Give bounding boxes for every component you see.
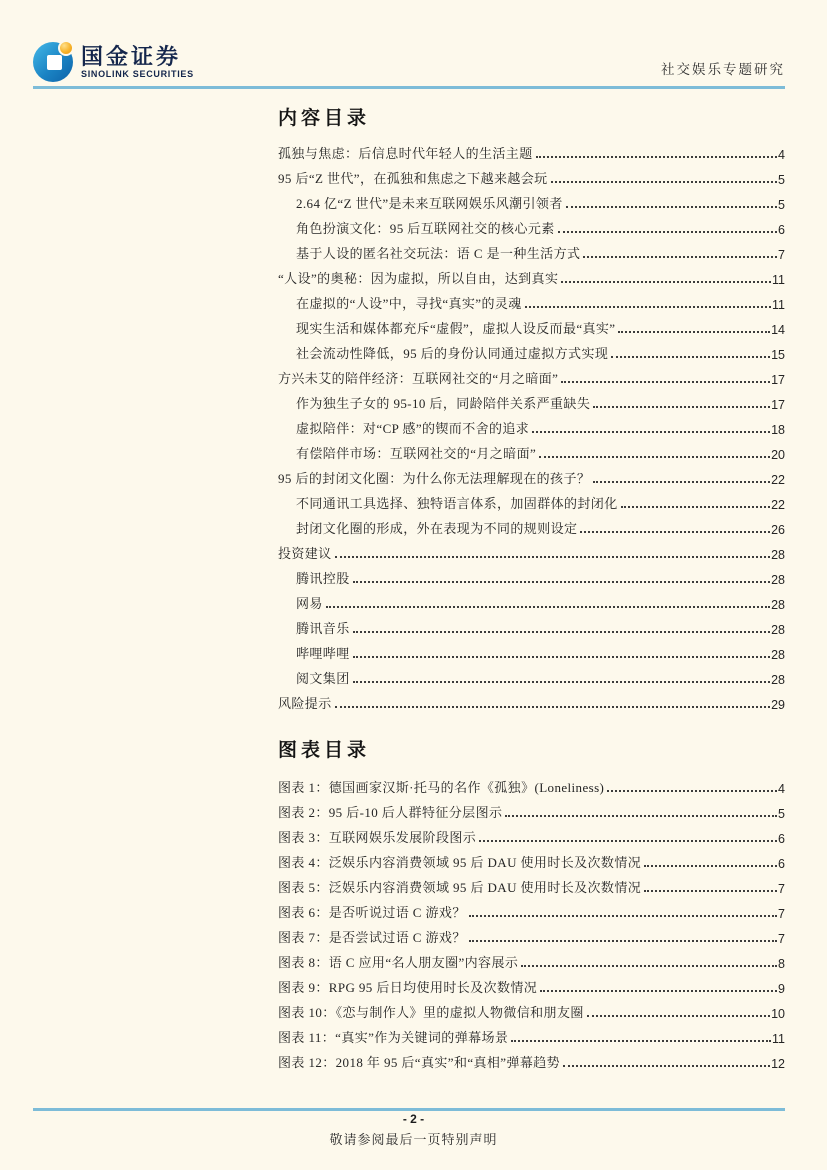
toc-entry-page: 4: [778, 148, 785, 162]
figure-toc-entry-page: 4: [778, 782, 785, 796]
dotted-leader: [563, 1065, 770, 1067]
toc-entry[interactable]: [278, 265, 785, 290]
toc-entry[interactable]: [278, 390, 785, 415]
toc-entry-page: 17: [771, 398, 785, 412]
dotted-leader: [593, 406, 770, 408]
figure-toc-entry-page: 10: [771, 1007, 785, 1021]
figure-toc-entry-page: 9: [778, 982, 785, 996]
figure-toc-entry-page: 8: [778, 957, 785, 971]
toc-entry-text: 95 后的封闭文化圈：为什么你无法理解现在的孩子？: [278, 471, 591, 486]
toc-entry-page: 28: [771, 648, 785, 662]
dotted-leader: [644, 890, 777, 892]
dotted-leader: [540, 990, 777, 992]
dotted-leader: [469, 915, 777, 917]
figure-toc-entry-text: 图表 5：泛娱乐内容消费领域 95 后 DAU 使用时长及次数情况: [278, 880, 642, 895]
toc-entry-text: “人设”的奥秘：因为虚拟，所以自由，达到真实: [278, 271, 559, 286]
figure-toc-entry[interactable]: [278, 849, 785, 874]
figure-toc-entry-page: 5: [778, 807, 785, 821]
toc-entry-text: 方兴未艾的陪伴经济：互联网社交的“月之暗面”: [278, 371, 559, 386]
toc-entry[interactable]: [278, 190, 785, 215]
toc-entry[interactable]: [278, 490, 785, 515]
dotted-leader: [566, 206, 777, 208]
figure-toc-entry[interactable]: [278, 974, 785, 999]
dotted-leader: [561, 281, 771, 283]
toc-entry-page: 6: [778, 223, 785, 237]
toc-entry-page: 15: [771, 348, 785, 362]
figure-toc-entry[interactable]: [278, 949, 785, 974]
dotted-leader: [525, 306, 771, 308]
dotted-leader: [644, 865, 777, 867]
toc-entry-page: 29: [771, 698, 785, 712]
dotted-leader: [536, 156, 777, 158]
toc-entry-text: 虚拟陪伴：对“CP 感”的锲而不舍的追求: [296, 421, 530, 436]
figure-toc-entry-text: 图表 10：《恋与制作人》里的虚拟人物微信和朋友圈: [278, 1005, 584, 1020]
dotted-leader: [618, 331, 770, 333]
toc-title: 内容目录: [278, 108, 371, 129]
toc-entry-page: 11: [772, 273, 785, 287]
toc-entry-text: 投资建议: [278, 546, 332, 561]
figure-toc-entry-text: 图表 7：是否尝试过语 C 游戏？: [278, 930, 466, 945]
toc-entry[interactable]: [278, 465, 785, 490]
dotted-leader: [539, 456, 770, 458]
toc-entry[interactable]: [278, 540, 785, 565]
toc-entry-page: 22: [771, 473, 785, 487]
toc-entry[interactable]: [278, 140, 785, 165]
dotted-leader: [353, 631, 770, 633]
toc-entry-text: 不同通讯工具选择、独特语言体系，加固群体的封闭化: [296, 496, 618, 511]
toc-entry[interactable]: [278, 240, 785, 265]
dotted-leader: [580, 531, 770, 533]
toc-entry[interactable]: [278, 215, 785, 240]
figures-toc-list: [278, 774, 785, 1074]
dotted-leader: [532, 431, 770, 433]
toc-entry[interactable]: [278, 165, 785, 190]
sinolink-logo-icon: [33, 42, 73, 82]
toc-entry[interactable]: [278, 590, 785, 615]
figure-toc-entry[interactable]: [278, 1049, 785, 1074]
toc-entry[interactable]: [278, 690, 785, 715]
dotted-leader: [587, 1015, 770, 1017]
figure-toc-entry[interactable]: [278, 899, 785, 924]
dotted-leader: [353, 581, 770, 583]
toc-entry[interactable]: [278, 665, 785, 690]
toc-entry-text: 95 后“Z 世代”，在孤独和焦虑之下越来越会玩: [278, 171, 548, 186]
dotted-leader: [611, 356, 770, 358]
toc-entry-page: 5: [778, 198, 785, 212]
figure-toc-entry-page: 11: [772, 1032, 785, 1046]
dotted-leader: [583, 256, 777, 258]
toc-entry-text: 哔哩哔哩: [296, 646, 350, 661]
toc-entry-text: 风险提示: [278, 696, 332, 711]
toc-entry-text: 阅文集团: [296, 671, 350, 686]
logo-square-shape: [47, 55, 62, 70]
toc-entry-page: 22: [771, 498, 785, 512]
dotted-leader: [335, 556, 770, 558]
figure-toc-entry[interactable]: [278, 874, 785, 899]
toc-entry-text: 封闭文化圈的形成，外在表现为不同的规则设定: [296, 521, 578, 536]
figure-toc-entry-text: 图表 1：德国画家汉斯·托马的名作《孤独》(Loneliness): [278, 780, 605, 795]
toc-entry-text: 2.64 亿“Z 世代”是未来互联网娱乐风潮引领者: [296, 196, 563, 211]
figure-toc-entry[interactable]: [278, 924, 785, 949]
toc-entry-text: 有偿陪伴市场：互联网社交的“月之暗面”: [296, 446, 537, 461]
dotted-leader: [326, 606, 770, 608]
page-number: - 2 -: [402, 1112, 425, 1126]
toc-entry[interactable]: [278, 640, 785, 665]
figure-toc-entry-page: 7: [778, 932, 785, 946]
toc-entry[interactable]: [278, 315, 785, 340]
dotted-leader: [558, 231, 777, 233]
toc-list: [278, 140, 785, 715]
dotted-leader: [469, 940, 777, 942]
toc-entry-page: 11: [772, 298, 785, 312]
toc-entry-page: 20: [771, 448, 785, 462]
figure-toc-entry-text: 图表 12：2018 年 95 后“真实”和“真相”弹幕趋势: [278, 1055, 561, 1070]
figure-toc-entry-page: 7: [778, 907, 785, 921]
toc-entry-page: 5: [778, 173, 785, 187]
brand-logo: [33, 42, 194, 82]
dotted-leader: [511, 1040, 771, 1042]
figure-toc-entry-text: 图表 9：RPG 95 后日均使用时长及次数情况: [278, 980, 538, 995]
toc-entry-text: 腾讯控股: [296, 571, 350, 586]
figure-toc-entry-page: 6: [778, 832, 785, 846]
report-category-tag: 社交娱乐专题研究: [661, 62, 785, 77]
toc-entry-page: 18: [771, 423, 785, 437]
toc-entry-page: 28: [771, 573, 785, 587]
toc-entry-text: 作为独生子女的 95-10 后，同龄陪伴关系严重缺失: [296, 396, 591, 411]
dotted-leader: [521, 965, 777, 967]
figure-toc-entry-text: 图表 4：泛娱乐内容消费领域 95 后 DAU 使用时长及次数情况: [278, 855, 642, 870]
toc-entry-text: 社会流动性降低，95 后的身份认同通过虚拟方式实现: [296, 346, 609, 361]
brand-name-cn: 国金证券: [81, 43, 182, 69]
figure-toc-entry-page: 6: [778, 857, 785, 871]
toc-entry-page: 14: [771, 323, 785, 337]
brand-name-en: SINOLINK SECURITIES: [81, 68, 194, 79]
toc-entry[interactable]: [278, 365, 785, 390]
toc-entry[interactable]: [278, 515, 785, 540]
figure-toc-entry-text: 图表 3：互联网娱乐发展阶段图示: [278, 830, 477, 845]
figure-toc-entry-page: 12: [771, 1057, 785, 1071]
figure-toc-entry-page: 7: [778, 882, 785, 896]
toc-entry-page: 7: [778, 248, 785, 262]
figure-toc-entry[interactable]: [278, 799, 785, 824]
figure-toc-entry[interactable]: [278, 1024, 785, 1049]
dotted-leader: [335, 706, 770, 708]
toc-entry-text: 基于人设的匿名社交玩法：语 C 是一种生活方式: [296, 246, 581, 261]
brand-text: [81, 45, 194, 80]
dotted-leader: [479, 840, 777, 842]
toc-entry[interactable]: [278, 440, 785, 465]
toc-entry-page: 26: [771, 523, 785, 537]
dotted-leader: [593, 481, 770, 483]
toc-entry[interactable]: [278, 290, 785, 315]
toc-entry-text: 在虚拟的“人设”中，寻找“真实”的灵魂: [296, 296, 522, 311]
logo-gold-ball: [58, 40, 74, 56]
dotted-leader: [353, 681, 770, 683]
footer-disclaimer: 敬请参阅最后一页特别声明: [329, 1132, 498, 1147]
toc-entry[interactable]: [278, 340, 785, 365]
toc-entry-text: 现实生活和媒体都充斥“虚假”，虚拟人设反而最“真实”: [296, 321, 616, 336]
toc-entry-text: 腾讯音乐: [296, 621, 350, 636]
toc-entry-text: 角色扮演文化：95 后互联网社交的核心元素: [296, 221, 555, 236]
toc-entry-text: 孤独与焦虑：后信息时代年轻人的生活主题: [278, 146, 533, 161]
figure-toc-entry-text: 图表 2：95 后-10 后人群特征分层图示: [278, 805, 503, 820]
toc-entry[interactable]: [278, 415, 785, 440]
toc-entry-page: 28: [771, 673, 785, 687]
figure-toc-entry[interactable]: [278, 999, 785, 1024]
figure-toc-entry-text: 图表 11：“真实”作为关键词的弹幕场景: [278, 1030, 509, 1045]
toc-entry-text: 网易: [296, 596, 323, 611]
toc-entry-page: 17: [771, 373, 785, 387]
figure-toc-entry[interactable]: [278, 824, 785, 849]
toc-entry-page: 28: [771, 598, 785, 612]
dotted-leader: [621, 506, 770, 508]
figures-toc-title: 图表目录: [278, 740, 371, 761]
dotted-leader: [561, 381, 770, 383]
toc-entry-page: 28: [771, 623, 785, 637]
footer-divider: [33, 1108, 785, 1111]
dotted-leader: [505, 815, 777, 817]
figure-toc-entry-text: 图表 6：是否听说过语 C 游戏？: [278, 905, 466, 920]
dotted-leader: [607, 790, 777, 792]
header-divider: [33, 86, 785, 89]
dotted-leader: [551, 181, 777, 183]
toc-entry-page: 28: [771, 548, 785, 562]
dotted-leader: [353, 656, 770, 658]
toc-entry[interactable]: [278, 565, 785, 590]
figure-toc-entry-text: 图表 8：语 C 应用“名人朋友圈”内容展示: [278, 955, 519, 970]
toc-entry[interactable]: [278, 615, 785, 640]
figure-toc-entry[interactable]: [278, 774, 785, 799]
